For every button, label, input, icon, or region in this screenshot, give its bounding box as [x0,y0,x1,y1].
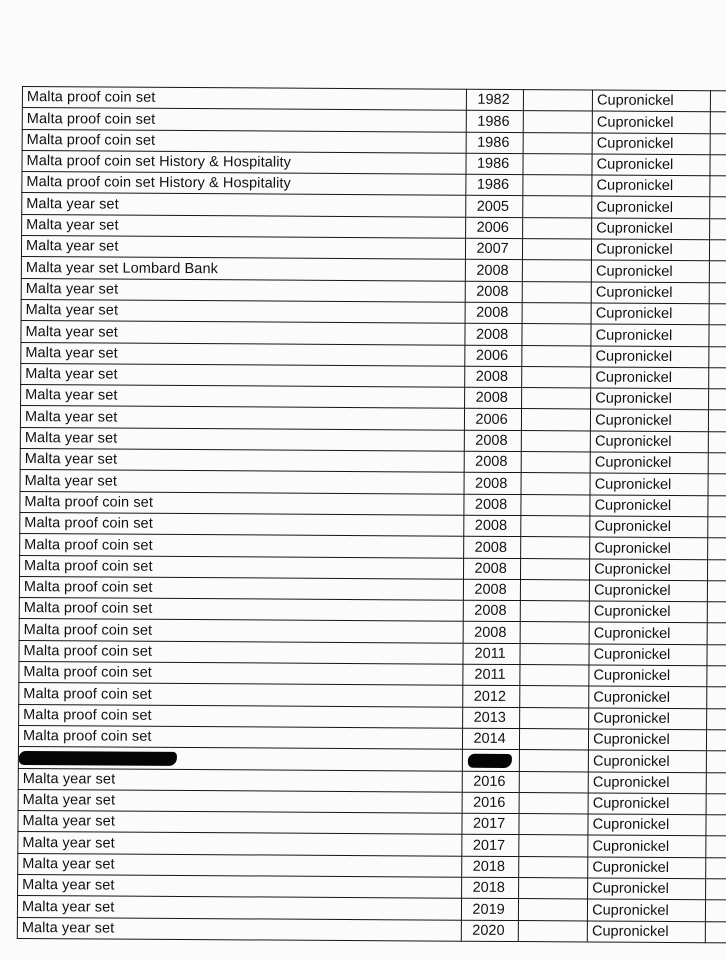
year-cell: 2008 [464,622,520,644]
empty-cell [708,474,726,495]
year-cell: 2018 [462,877,518,899]
empty-cell [519,707,589,729]
description-cell: Malta proof coin set [19,683,464,707]
description-cell: Malta proof coin set [20,491,465,515]
year-cell: 2008 [464,536,520,558]
metal-cell: Cupronickel [588,793,706,815]
empty-cell [707,581,726,602]
empty-cell [523,90,593,112]
empty-cell [521,430,591,452]
empty-cell [523,111,593,133]
description-cell: Malta year set [18,874,463,898]
empty-cell [707,559,726,580]
empty-cell [523,153,593,175]
description-cell: Malta year set [18,832,463,856]
metal-cell: Cupronickel [589,665,707,687]
year-cell: 2018 [462,856,518,878]
metal-cell: Cupronickel [588,835,706,857]
year-cell: 2008 [465,323,521,345]
metal-cell: Cupronickel [588,771,706,793]
description-cell: Malta year set [21,385,466,409]
year-cell: 2020 [462,920,518,942]
empty-cell [707,666,726,687]
year-cell: 2006 [465,345,521,367]
year-cell: 2011 [463,664,519,686]
metal-cell: Cupronickel [589,708,707,730]
description-cell: Malta proof coin set [19,619,464,643]
empty-cell [710,155,726,176]
year-cell: 2016 [463,771,519,793]
description-cell: Malta year set [18,853,463,877]
metal-cell: Cupronickel [589,729,707,751]
metal-cell: Cupronickel [587,921,705,943]
empty-cell [522,217,592,239]
year-cell: 2006 [465,409,521,431]
year-cell: 2017 [462,813,518,835]
empty-cell [710,112,726,133]
description-cell: Malta year set [20,470,465,494]
metal-cell: Cupronickel [589,686,707,708]
empty-cell [523,175,593,197]
empty-cell [522,196,592,218]
year-cell: 1986 [466,174,522,196]
empty-cell [707,602,726,623]
empty-cell [710,133,726,154]
description-cell: Malta year set [20,406,465,430]
description-cell: Malta year set [18,768,463,792]
year-cell: 2006 [466,217,522,239]
empty-cell [522,303,592,325]
description-cell: Malta proof coin set [19,576,464,600]
empty-cell [518,920,588,942]
empty-cell [519,750,589,772]
year-cell: 2008 [465,451,521,473]
empty-cell [707,623,726,644]
description-cell: Malta proof coin set [19,640,464,664]
empty-cell [710,197,726,218]
empty-cell [707,538,726,559]
description-cell: Malta year set [18,789,463,813]
year-cell: 2008 [466,281,522,303]
description-cell: Malta year set Lombard Bank [21,257,466,281]
metal-cell: Cupronickel [590,580,708,602]
description-cell: Malta year set [22,193,467,217]
empty-cell [520,622,590,644]
empty-cell [520,579,590,601]
empty-cell [519,792,589,814]
empty-cell [520,537,590,559]
description-cell: Malta proof coin set History & Hospitality [22,172,467,196]
empty-cell [520,643,590,665]
empty-cell [518,899,588,921]
empty-cell [705,879,726,900]
empty-cell [520,558,590,580]
empty-cell [519,728,589,750]
description-cell: Malta proof coin set [20,534,465,558]
metal-cell: Cupronickel [590,559,708,581]
empty-cell [521,473,591,495]
metal-cell: Cupronickel [592,196,710,218]
metal-cell: Cupronickel [592,175,710,197]
empty-cell [709,261,726,282]
empty-cell [707,687,726,708]
metal-cell: Cupronickel [591,260,709,282]
description-cell: Malta year set [21,236,466,260]
metal-cell: Cupronickel [592,218,710,240]
empty-cell [706,815,726,836]
year-cell: 2008 [465,387,521,409]
year-cell: 2007 [466,238,522,260]
metal-cell: Cupronickel [591,346,709,368]
empty-cell [709,282,726,303]
empty-cell [706,751,726,772]
empty-cell [521,494,591,516]
empty-cell [705,900,726,921]
metal-cell: Cupronickel [590,473,708,495]
empty-cell [520,665,590,687]
year-cell: 2016 [463,792,519,814]
empty-cell [522,345,592,367]
redaction-mark [19,751,177,766]
metal-cell: Cupronickel [589,601,707,623]
description-cell [18,747,463,771]
empty-cell [709,325,726,346]
description-cell: Malta year set [17,896,462,920]
empty-cell [520,601,590,623]
metal-cell: Cupronickel [592,239,710,261]
description-cell: Malta year set [20,427,465,451]
empty-cell [709,240,726,261]
year-cell: 2008 [465,366,521,388]
empty-cell [709,304,726,325]
description-cell: Malta proof coin set [20,555,465,579]
year-cell: 2012 [463,686,519,708]
year-cell: 2008 [464,600,520,622]
year-cell: 2005 [466,196,522,218]
year-cell: 2008 [464,494,520,516]
metal-cell: Cupronickel [590,537,708,559]
metal-cell: Cupronickel [588,899,706,921]
empty-cell [707,644,726,665]
metal-cell: Cupronickel [588,857,706,879]
description-cell: Malta proof coin set [22,87,467,111]
empty-cell [706,772,726,793]
empty-cell [706,730,726,751]
table-row [17,917,726,943]
empty-cell [521,452,591,474]
empty-cell [521,366,591,388]
metal-cell: Cupronickel [590,452,708,474]
empty-cell [519,835,589,857]
empty-cell [519,686,589,708]
year-cell: 2008 [464,579,520,601]
metal-cell: Cupronickel [591,367,709,389]
description-cell: Malta proof coin set [20,512,465,536]
year-cell: 2014 [463,728,519,750]
coin-set-table-body [17,87,726,943]
empty-cell [710,176,726,197]
coin-set-table-wrapper [17,86,726,964]
description-cell: Malta year set [21,363,466,387]
empty-cell [521,515,591,537]
empty-cell [708,368,726,389]
empty-cell [708,431,726,452]
empty-cell [522,324,592,346]
metal-cell: Cupronickel [591,324,709,346]
year-cell: 2011 [463,643,519,665]
description-cell: Malta proof coin set History & Hospitality [22,150,467,174]
metal-cell: Cupronickel [592,154,710,176]
empty-cell [709,346,726,367]
metal-cell: Cupronickel [592,133,710,155]
description-cell: Malta proof coin set [18,725,463,749]
year-cell: 1986 [467,132,523,154]
description-cell: Malta year set [21,299,466,323]
metal-cell: Cupronickel [591,303,709,325]
year-cell: 2008 [466,260,522,282]
metal-cell: Cupronickel [589,644,707,666]
year-cell [463,749,519,771]
metal-cell: Cupronickel [591,282,709,304]
description-cell: Malta year set [17,917,462,941]
description-cell: Malta year set [21,342,466,366]
year-cell: 2019 [462,898,518,920]
year-cell: 2008 [466,302,522,324]
year-cell: 2017 [462,835,518,857]
year-cell: 2013 [463,707,519,729]
empty-cell [519,814,589,836]
description-cell: Malta proof coin set [22,129,467,153]
description-cell: Malta year set [22,214,467,238]
metal-cell: Cupronickel [590,495,708,517]
description-cell: Malta proof coin set [22,108,467,132]
empty-cell [521,409,591,431]
empty-cell [522,239,592,261]
year-cell: 1986 [466,153,522,175]
metal-cell: Cupronickel [593,90,711,112]
description-cell: Malta proof coin set [19,598,464,622]
redaction-mark [467,753,511,767]
empty-cell [705,921,726,942]
metal-cell: Cupronickel [588,814,706,836]
empty-cell [708,495,726,516]
empty-cell [519,771,589,793]
empty-cell [522,260,592,282]
metal-cell: Cupronickel [592,111,710,133]
year-cell: 2008 [464,558,520,580]
metal-cell: Cupronickel [589,622,707,644]
empty-cell [705,857,726,878]
empty-cell [709,218,726,239]
description-cell: Malta year set [21,321,466,345]
empty-cell [706,793,726,814]
empty-cell [708,389,726,410]
year-cell: 1982 [467,89,523,111]
coin-set-table [17,86,726,943]
empty-cell [518,878,588,900]
metal-cell: Cupronickel [591,409,709,431]
empty-cell [706,836,726,857]
empty-cell [518,856,588,878]
metal-cell: Cupronickel [588,878,706,900]
description-cell: Malta year set [21,278,466,302]
metal-cell: Cupronickel [588,750,706,772]
description-cell: Malta proof coin set [19,704,464,728]
year-cell: 2008 [464,515,520,537]
empty-cell [708,453,726,474]
empty-cell [706,708,726,729]
description-cell: Malta year set [20,449,465,473]
metal-cell: Cupronickel [590,431,708,453]
empty-cell [523,132,593,154]
description-cell: Malta proof coin set [19,662,464,686]
year-cell: 2008 [465,430,521,452]
empty-cell [708,517,726,538]
empty-cell [708,410,726,431]
empty-cell [522,281,592,303]
empty-cell [710,91,726,112]
year-cell: 2008 [464,473,520,495]
metal-cell: Cupronickel [590,516,708,538]
metal-cell: Cupronickel [591,388,709,410]
description-cell: Malta year set [18,811,463,835]
year-cell: 1986 [467,111,523,133]
empty-cell [521,388,591,410]
